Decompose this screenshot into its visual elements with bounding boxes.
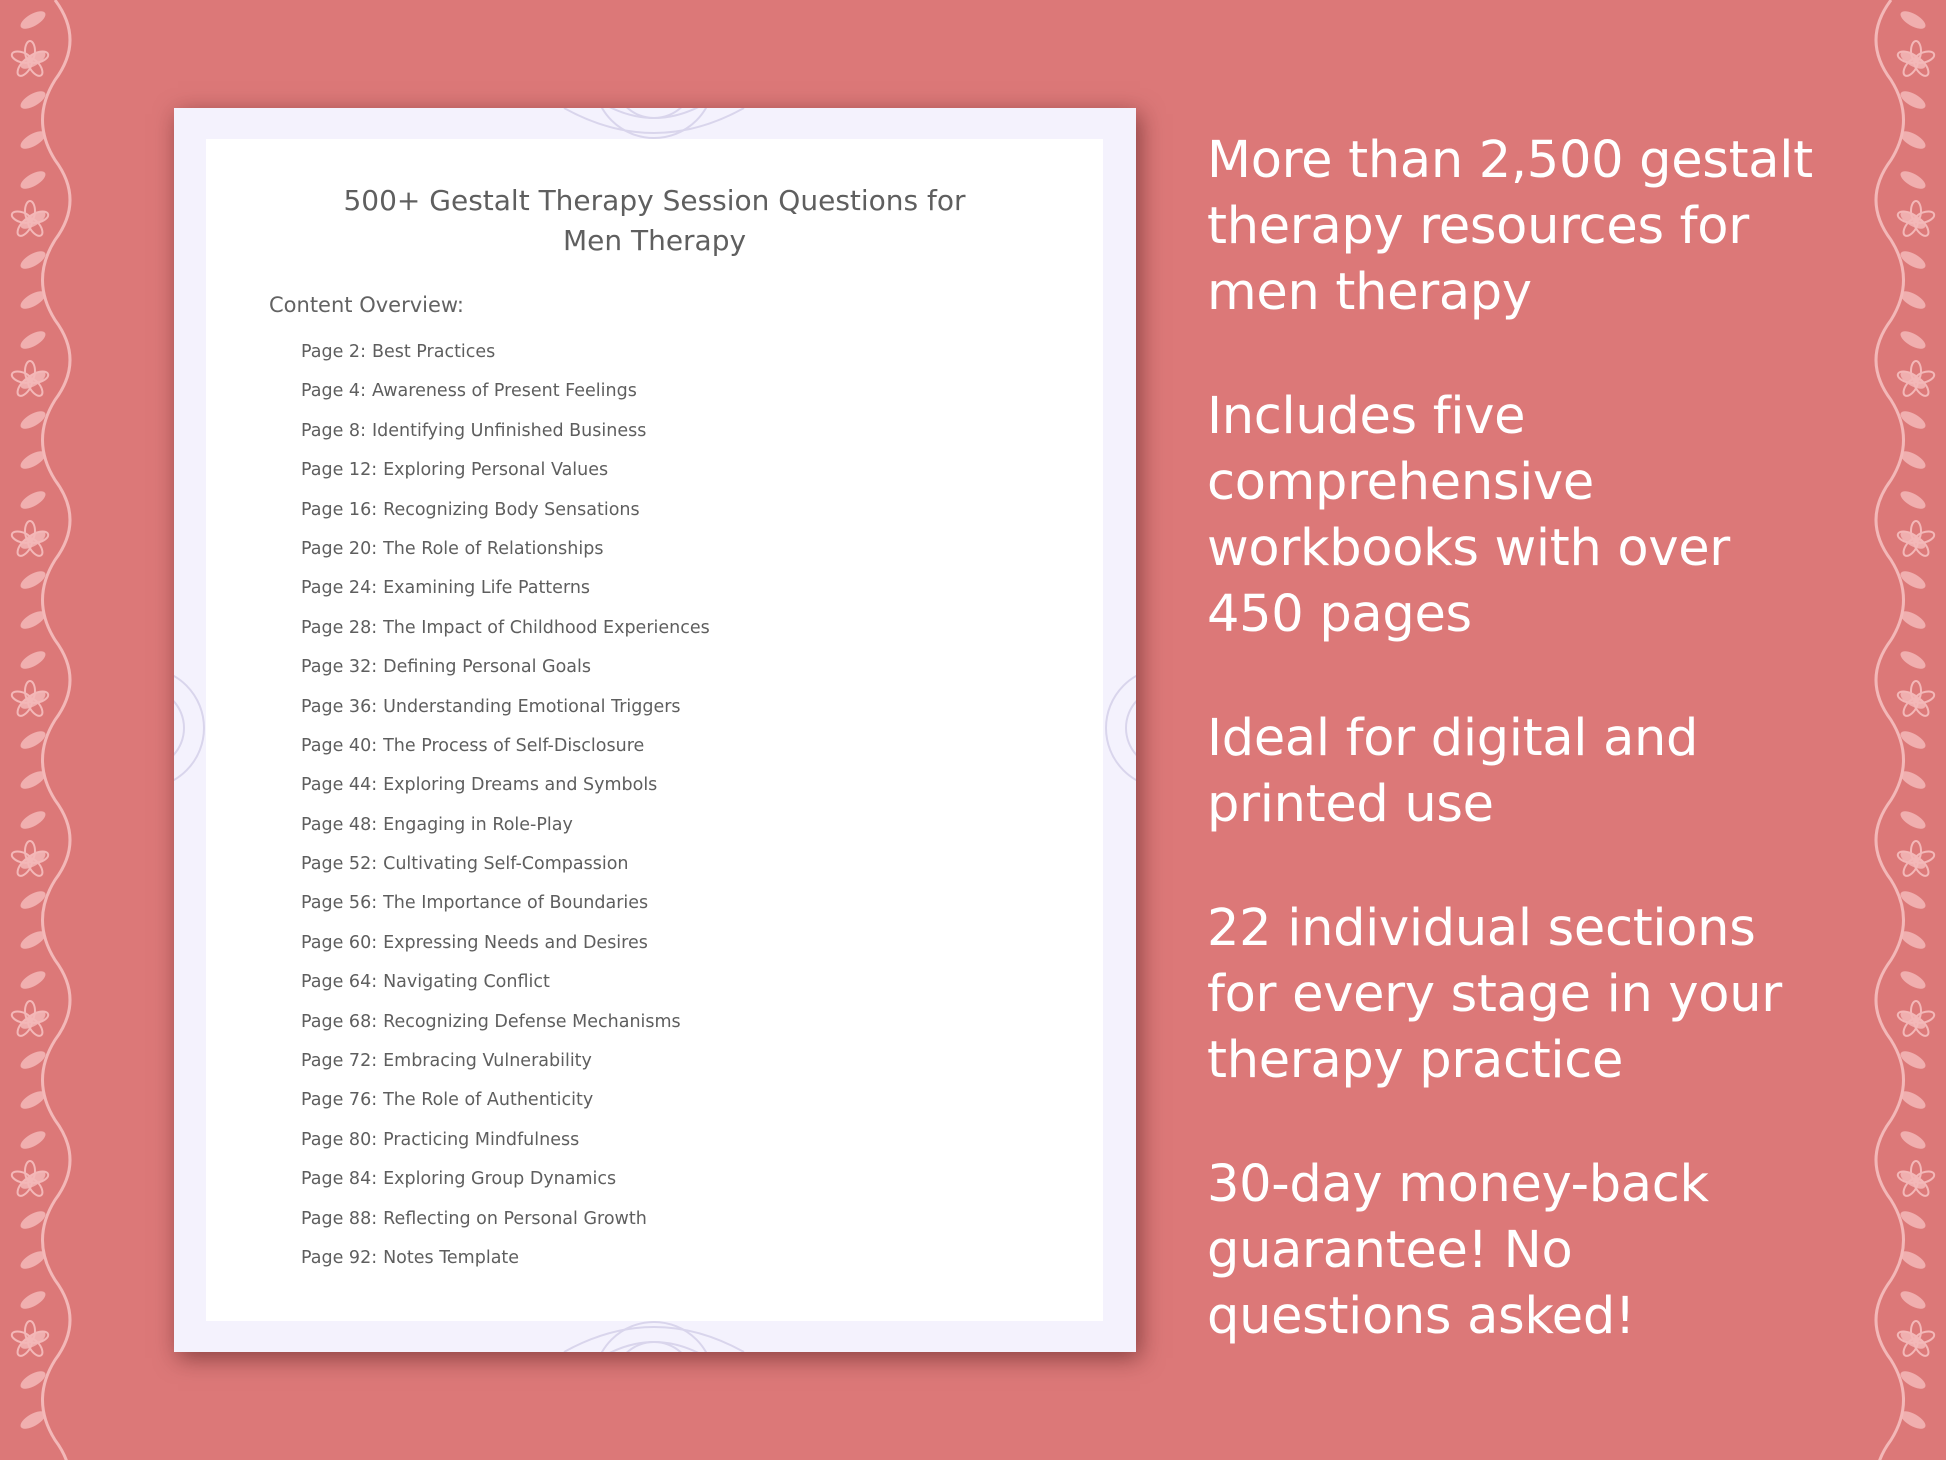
toc-page-number: Page 44: bbox=[301, 775, 378, 796]
toc-page-number: Page 76: bbox=[301, 1090, 378, 1111]
document-page bbox=[206, 139, 1103, 1321]
table-of-contents bbox=[301, 339, 710, 1284]
toc-page-number: Page 84: bbox=[301, 1169, 378, 1190]
feature-line: comprehensive bbox=[1207, 453, 1594, 512]
toc-section-title: Recognizing Body Sensations bbox=[383, 499, 640, 520]
feature-line: questions asked! bbox=[1207, 1287, 1636, 1346]
toc-item bbox=[301, 1009, 710, 1048]
feature-line: workbooks with over bbox=[1207, 519, 1730, 578]
toc-section-title: Examining Life Patterns bbox=[383, 578, 591, 599]
toc-page-number: Page 68: bbox=[301, 1011, 378, 1032]
toc-item bbox=[301, 575, 710, 614]
toc-item bbox=[301, 1048, 710, 1087]
feature-item bbox=[1207, 896, 1907, 1094]
toc-page-number: Page 4: bbox=[301, 381, 366, 402]
toc-item bbox=[301, 1245, 710, 1284]
feature-line: therapy practice bbox=[1207, 1031, 1624, 1090]
toc-section-title: Notes Template bbox=[383, 1247, 520, 1268]
toc-section-title: The Role of Authenticity bbox=[383, 1090, 594, 1111]
document-preview bbox=[174, 108, 1136, 1352]
feature-line: therapy resources for bbox=[1207, 197, 1749, 256]
toc-item bbox=[301, 930, 710, 969]
toc-page-number: Page 2: bbox=[301, 342, 366, 362]
toc-item bbox=[301, 497, 710, 536]
toc-page-number: Page 88: bbox=[301, 1208, 378, 1229]
feature-line: for every stage in your bbox=[1207, 965, 1782, 1024]
toc-section-title: Identifying Unfinished Business bbox=[371, 420, 647, 441]
toc-section-title: The Process of Self-Disclosure bbox=[383, 735, 645, 756]
feature-line: guarantee! No bbox=[1207, 1221, 1573, 1280]
feature-list bbox=[1207, 128, 1907, 1408]
document-title bbox=[206, 181, 1103, 261]
toc-item bbox=[301, 1206, 710, 1245]
toc-item bbox=[301, 1166, 710, 1205]
feature-line: men therapy bbox=[1207, 263, 1532, 322]
toc-page-number: Page 8: bbox=[301, 420, 366, 441]
toc-section-title: Embracing Vulnerability bbox=[383, 1051, 592, 1072]
toc-page-number: Page 56: bbox=[301, 893, 378, 914]
toc-section-title: Exploring Personal Values bbox=[383, 460, 609, 481]
document-title-line-2: Men Therapy bbox=[562, 224, 747, 257]
toc-page-number: Page 72: bbox=[301, 1051, 378, 1072]
toc-item bbox=[301, 733, 710, 772]
toc-item bbox=[301, 969, 710, 1008]
toc-item bbox=[301, 615, 710, 654]
feature-item bbox=[1207, 1152, 1907, 1350]
feature-line: printed use bbox=[1207, 775, 1494, 834]
toc-section-title: Navigating Conflict bbox=[383, 972, 550, 993]
feature-item bbox=[1207, 384, 1907, 648]
feature-line: Includes five bbox=[1207, 387, 1526, 446]
toc-section-title: The Role of Relationships bbox=[383, 538, 604, 559]
toc-section-title: Exploring Dreams and Symbols bbox=[383, 775, 658, 796]
toc-page-number: Page 36: bbox=[301, 696, 378, 717]
document-title-line-1: 500+ Gestalt Therapy Session Questions for bbox=[343, 184, 966, 217]
toc-section-title: Expressing Needs and Desires bbox=[383, 932, 648, 953]
toc-item bbox=[301, 378, 710, 417]
toc-page-number: Page 24: bbox=[301, 578, 378, 599]
toc-item bbox=[301, 536, 710, 575]
toc-item bbox=[301, 339, 710, 378]
toc-page-number: Page 20: bbox=[301, 538, 378, 559]
toc-page-number: Page 28: bbox=[301, 617, 378, 638]
toc-page-number: Page 32: bbox=[301, 657, 378, 678]
toc-section-title: Awareness of Present Feelings bbox=[371, 381, 637, 402]
toc-item bbox=[301, 654, 710, 693]
toc-item bbox=[301, 812, 710, 851]
toc-item bbox=[301, 418, 710, 457]
toc-page-number: Page 40: bbox=[301, 735, 378, 756]
feature-line: 22 individual sections bbox=[1207, 899, 1756, 958]
toc-item bbox=[301, 890, 710, 929]
toc-item bbox=[301, 1127, 710, 1166]
toc-section-title: The Importance of Boundaries bbox=[383, 893, 649, 914]
toc-page-number: Page 16: bbox=[301, 499, 378, 520]
toc-section-title: Recognizing Defense Mechanisms bbox=[383, 1011, 681, 1032]
toc-page-number: Page 52: bbox=[301, 854, 378, 875]
feature-line: 30-day money-back bbox=[1207, 1155, 1709, 1214]
toc-page-number: Page 48: bbox=[301, 814, 378, 835]
toc-page-number: Page 64: bbox=[301, 972, 378, 993]
feature-item bbox=[1207, 128, 1907, 326]
toc-item bbox=[301, 1087, 710, 1126]
feature-line: 450 pages bbox=[1207, 585, 1472, 644]
feature-line: Ideal for digital and bbox=[1207, 709, 1699, 768]
feature-line: More than 2,500 gestalt bbox=[1207, 131, 1813, 190]
feature-item bbox=[1207, 706, 1907, 838]
toc-item bbox=[301, 457, 710, 496]
toc-section-title: Best Practices bbox=[371, 342, 496, 362]
toc-section-title: Understanding Emotional Triggers bbox=[383, 696, 681, 717]
toc-section-title: Defining Personal Goals bbox=[383, 657, 592, 678]
content-overview-label: Content Overview: bbox=[269, 293, 464, 317]
toc-page-number: Page 80: bbox=[301, 1129, 378, 1150]
toc-section-title: Practicing Mindfulness bbox=[383, 1129, 580, 1150]
toc-section-title: Cultivating Self-Compassion bbox=[383, 854, 629, 875]
toc-section-title: Exploring Group Dynamics bbox=[383, 1169, 617, 1190]
toc-item bbox=[301, 851, 710, 890]
toc-item bbox=[301, 772, 710, 811]
toc-page-number: Page 60: bbox=[301, 932, 378, 953]
toc-item bbox=[301, 694, 710, 733]
floral-vine-left-icon bbox=[0, 0, 130, 1460]
toc-section-title: Engaging in Role-Play bbox=[383, 814, 573, 835]
toc-page-number: Page 92: bbox=[301, 1247, 378, 1268]
toc-section-title: The Impact of Childhood Experiences bbox=[383, 617, 710, 638]
toc-page-number: Page 12: bbox=[301, 460, 378, 481]
toc-section-title: Reflecting on Personal Growth bbox=[383, 1208, 647, 1229]
